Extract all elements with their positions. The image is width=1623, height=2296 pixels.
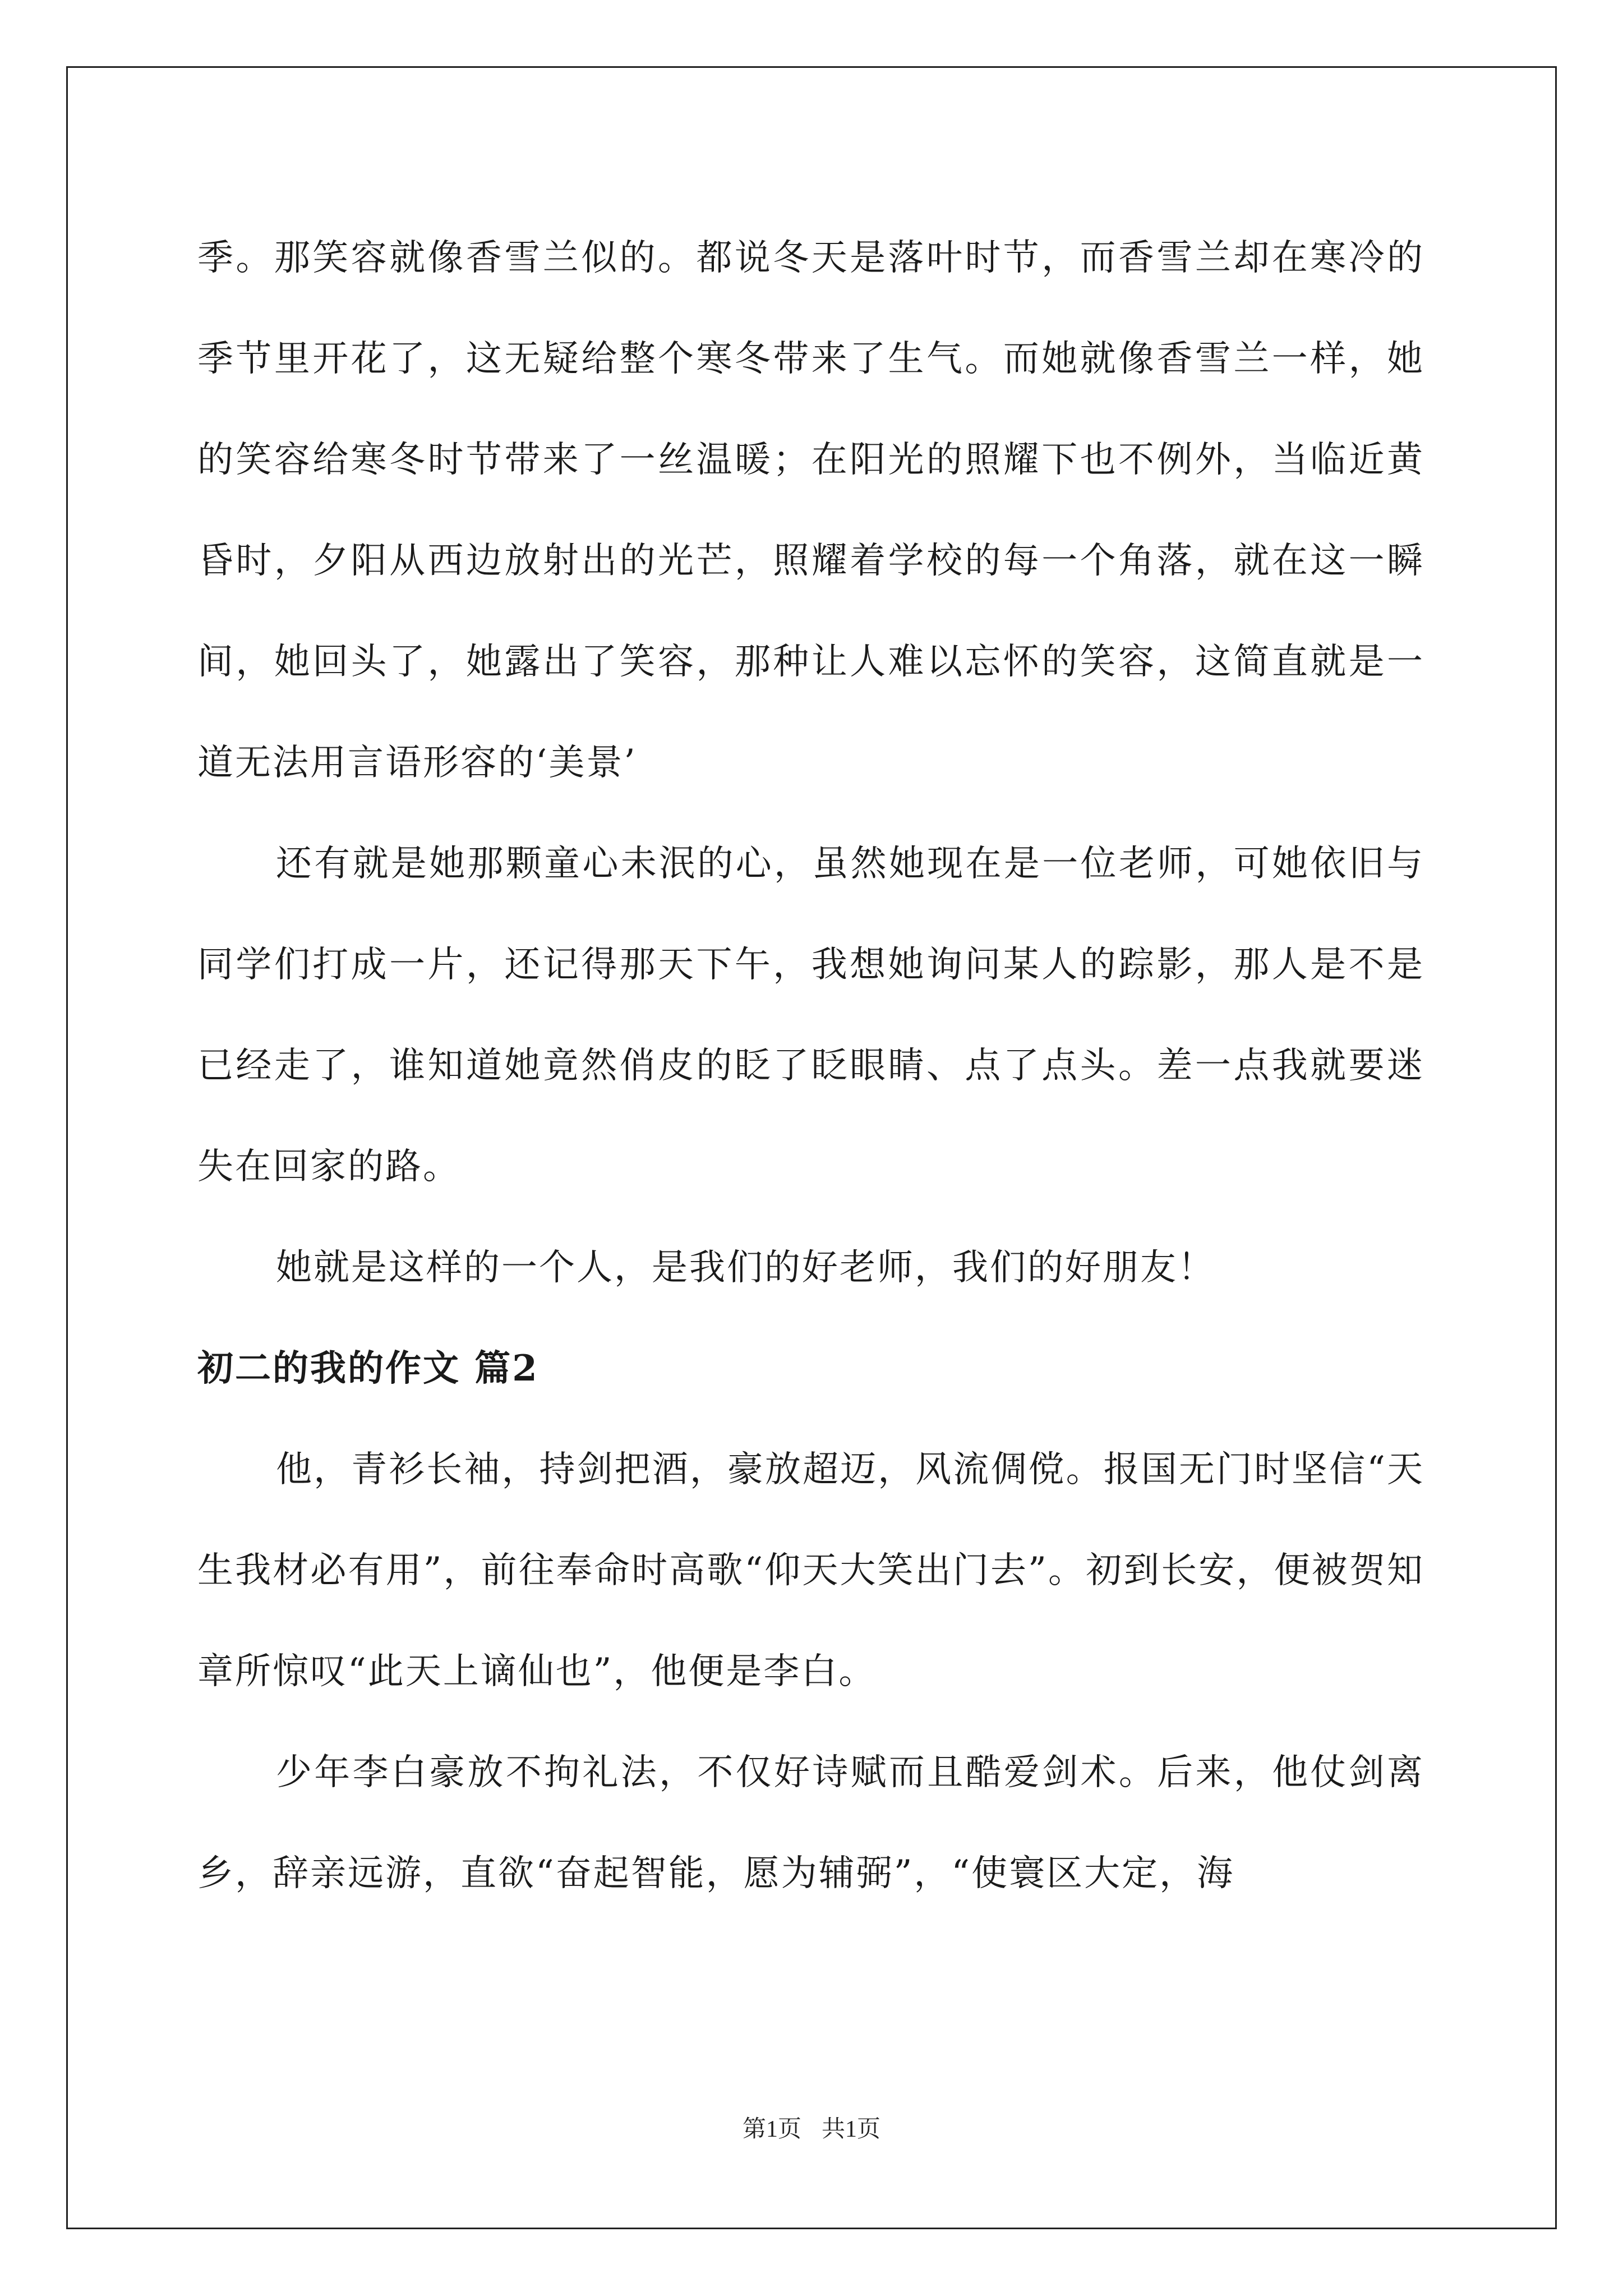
document-body bbox=[197, 208, 1424, 1924]
section-heading: 初二的我的作文 篇2 bbox=[197, 1347, 539, 1389]
page-footer bbox=[0, 2110, 1623, 2144]
page-total: 共1页 bbox=[822, 2116, 881, 2142]
paragraph: 还有就是她那颗童心未泯的心，虽然她现在是一位老师，可她依旧与同学们打成一片，还记得那天下午，我想她询问某人的踪影，那人是不是已经走了，谁知道她竟然俏皮的眨了眨眼睛、点了点头。差一点我就要迷失在回家的路。 bbox=[197, 843, 1424, 1188]
paragraph: 她就是这样的一个人，是我们的好老师，我们的好朋友！ bbox=[276, 1247, 1215, 1289]
page-number: 第1页 bbox=[742, 2116, 801, 2142]
paragraph: 他，青衫长袖，持剑把酒，豪放超迈，风流倜傥。报国无门时坚信“天生我材必有用”，前往奉命时高歌“仰天大笑出门去”。初到长安，便被贺知章所惊叹“此天上谪仙也”，他便是李白。 bbox=[197, 1449, 1424, 1692]
paragraph: 季。那笑容就像香雪兰似的。都说冬天是落叶时节，而香雪兰却在寒冷的季节里开花了，这无疑给整个寒冬带来了生气。而她就像香雪兰一样，她的笑容给寒冬时节带来了一丝温暖；在阳光的照耀下也不例外，当临近黄昏时，夕阳从西边放射出的光芒，照耀着学校的每一个角落，就在这一瞬间，她回头了，她露出了笑容，那种让人难以忘怀的笑容，这简直就是一道无法用言语形容的‘美景’ bbox=[197, 237, 1424, 784]
paragraph: 少年李白豪放不拘礼法，不仅好诗赋而且酷爱剑术。后来，他仗剑离乡，辞亲远游，直欲“奋起智能，愿为辅弼”，“使寰区大定，海 bbox=[197, 1752, 1424, 1894]
